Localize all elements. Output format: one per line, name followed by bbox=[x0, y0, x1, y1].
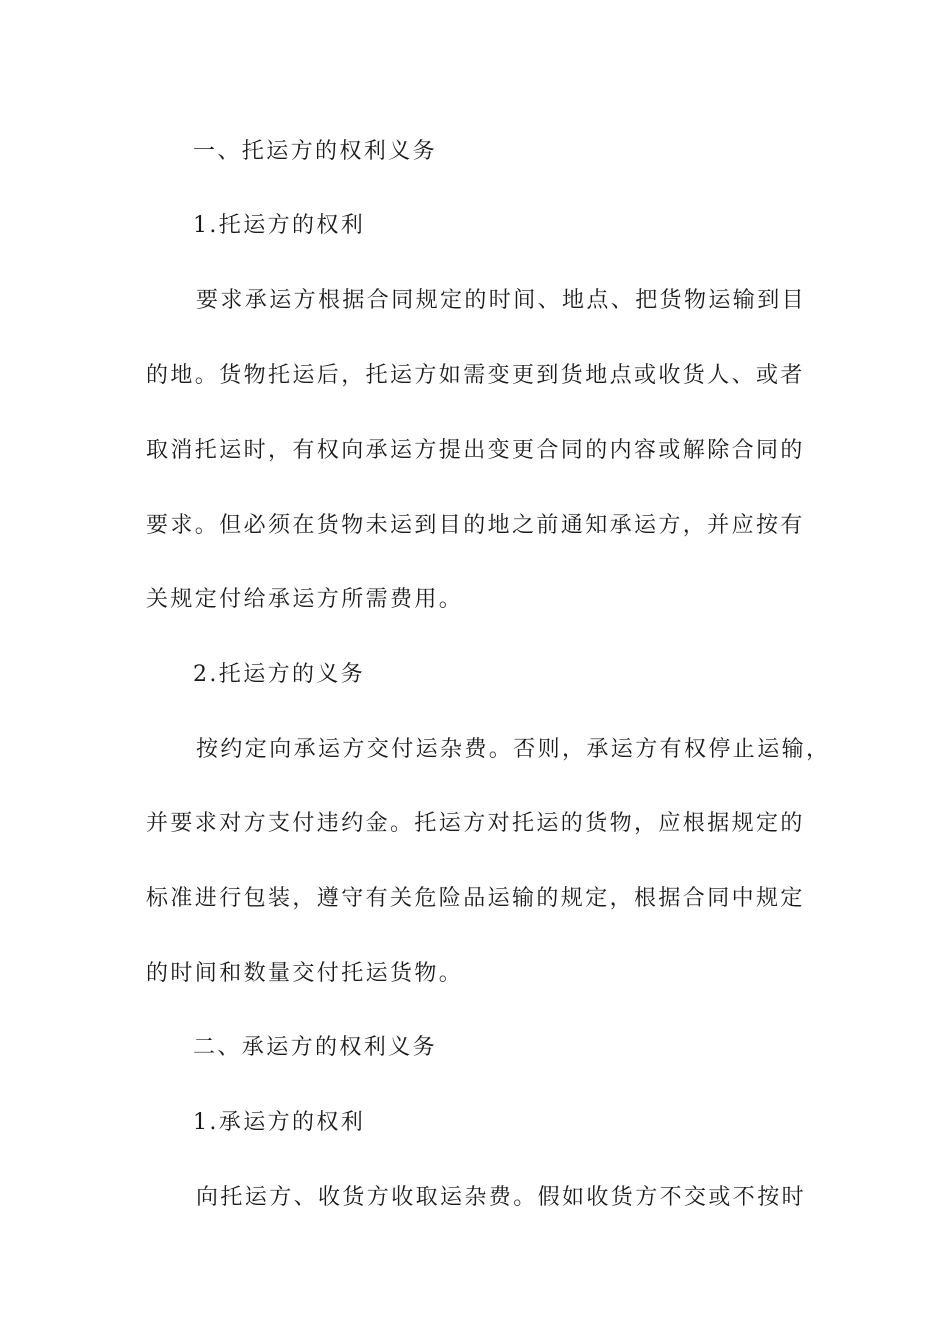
section-heading-2: 二、承运方的权利义务 bbox=[193, 1035, 438, 1060]
paragraph-line: 关规定付给承运方所需费用。 bbox=[146, 587, 464, 612]
paragraph-line: 按约定向承运方交付运杂费。否则，承运方有权停止运输， bbox=[196, 737, 831, 762]
paragraph-line: 要求承运方根据合同规定的时间、地点、把货物运输到目 bbox=[196, 288, 807, 313]
paragraph-line: 标准进行包装，遵守有关危险品运输的规定，根据合同中规定 bbox=[146, 886, 805, 911]
subsection-heading-2-1: 1.承运方的权利 bbox=[193, 1110, 366, 1135]
subsection-heading-1-1: 1.托运方的权利 bbox=[193, 213, 366, 238]
paragraph-line: 的时间和数量交付托运货物。 bbox=[146, 961, 464, 986]
paragraph-line: 并要求对方支付违约金。托运方对托运的货物，应根据规定的 bbox=[146, 811, 805, 836]
paragraph-line: 要求。但必须在货物未运到目的地之前通知承运方，并应按有 bbox=[146, 513, 805, 538]
section-heading-1: 一、托运方的权利义务 bbox=[193, 139, 438, 164]
subsection-heading-1-2: 2.托运方的义务 bbox=[193, 662, 366, 687]
paragraph-line: 向托运方、收货方收取运杂费。假如收货方不交或不按时 bbox=[196, 1185, 807, 1210]
paragraph-line: 取消托运时，有权向承运方提出变更合同的内容或解除合同的 bbox=[146, 438, 805, 463]
paragraph-line: 的地。货物托运后，托运方如需变更到货地点或收货人、或者 bbox=[146, 363, 805, 388]
